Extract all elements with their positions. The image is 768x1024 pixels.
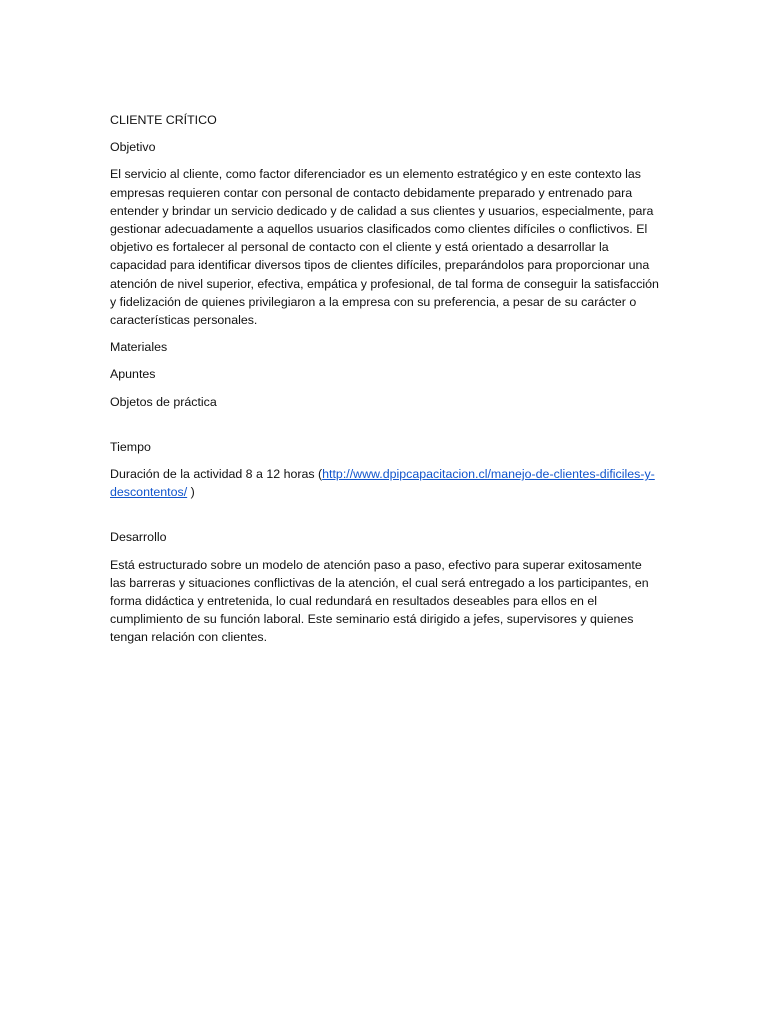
- time-heading: Tiempo: [110, 439, 151, 454]
- time-paragraph: [110, 465, 660, 501]
- course-link[interactable]: http://www.dpipcapacitacion.cl/manejo-de-clientes-dificiles-y-descontentos/: [110, 467, 655, 500]
- objective-paragraph: El servicio al cliente, como factor diferenciador es un elemento estratégico y en este contexto las empresas requieren contar con personal de contacto debidamente preparado y entrenado para entender y brindar un servicio dedicado y de calidad a sus clientes y usuarios, especialmente, para gestionar adecuadamente a aquellos usuarios clasificados como clientes difíciles o conflictivos. El objetivo es fortalecer al personal de contacto con el cliente y está orientado a desarrollar la capacidad para identificar diversos tipos de clientes difíciles, preparándolos para proporcionar una atención de nivel superior, efectiva, empática y profesional, de tal forma de conseguir la satisfacción y fidelización de quienes privilegiaron a la empresa con su preferencia, a pesar de su carácter o características personales.: [110, 167, 659, 328]
- time-text-suffix: ): [187, 485, 195, 500]
- development-heading: Desarrollo: [110, 530, 167, 545]
- development-paragraph: Está estructurado sobre un modelo de atención paso a paso, efectivo para superar exitosamente las barreras y situaciones conflictivas de la atención, el cual será entregado a los participantes, en forma didáctica y entretenida, lo cual redundará en resultados deseables para ellos en el cumplimiento de su función laboral. Este seminario está dirigido a jefes, supervisores y quienes tengan relación con clientes.: [110, 557, 649, 645]
- section-spacer: [110, 420, 660, 438]
- time-text-prefix: Duración de la actividad 8 a 12 horas (: [110, 467, 323, 482]
- objective-heading: Objetivo: [110, 140, 156, 155]
- materials-item-practice-objects: Objetos de práctica: [110, 394, 217, 409]
- materials-item-notes: Apuntes: [110, 367, 156, 382]
- document-title: CLIENTE CRÍTICO: [110, 113, 217, 127]
- section-spacer: [110, 510, 660, 528]
- materials-heading: Materiales: [110, 340, 168, 355]
